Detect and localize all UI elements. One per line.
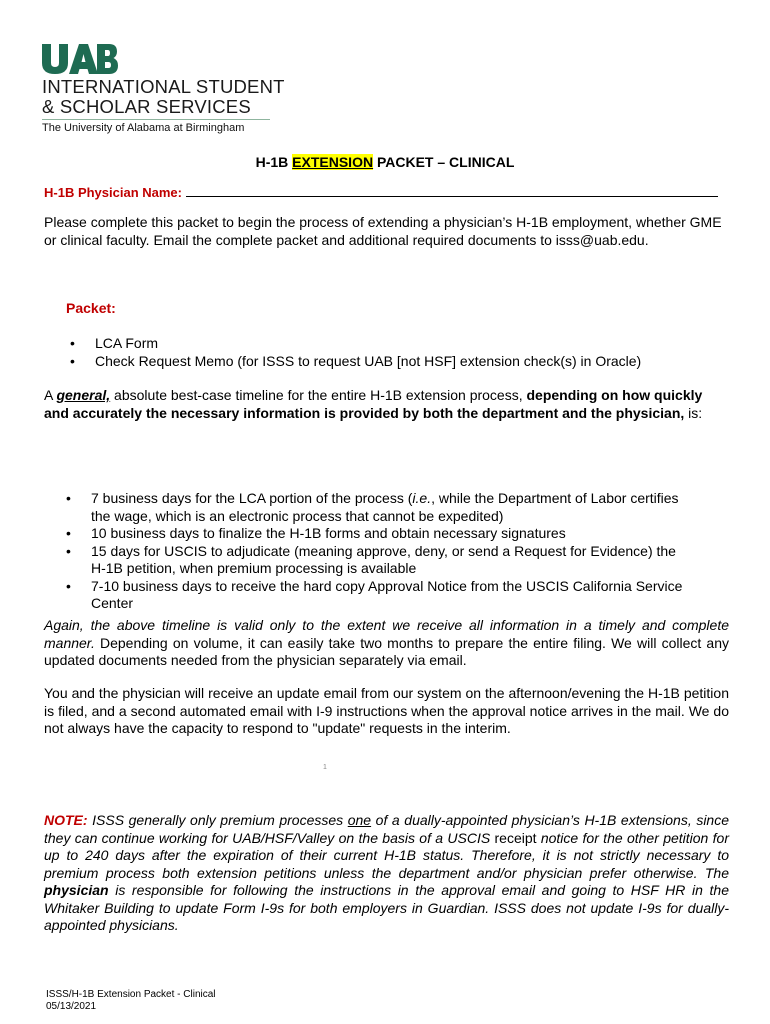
stray-mark: 1 <box>323 764 327 771</box>
timeline-intro <box>44 387 729 422</box>
title-highlight: EXTENSION <box>292 154 374 170</box>
uab-isss-logo <box>42 44 285 136</box>
note-paragraph: NOTE: ISSS generally only premium processes one of a dually-appointed physician’s H-1B extensions, since they can continue working for UAB/HSF/Valley on the basis of a USCIS receipt notice for the other petition for up to 240 days after the expiration of their current H-1B status. Therefore, it is not strictly necessary to premium process both extension petitions unless the department and/or physician prefer otherwise. The physician is responsible for following the instructions in the approval email and going to HSF HR in the Whitaker Building to update Form I-9s for both employers in Guardian. ISSS does not update I-9s for dually-appointed physicians. <box>44 812 730 933</box>
list-item: • LCA Form <box>70 335 730 353</box>
timeline-list <box>66 490 688 613</box>
page-title <box>0 154 770 170</box>
timeline-intro-bold: depending on how quickly and accurately the necessary information is provided by both the department and the physician, <box>44 387 703 421</box>
logo-divider <box>42 119 270 120</box>
timeline-intro-text: A <box>44 387 57 403</box>
org-name-line-2: & SCHOLAR SERVICES <box>42 96 251 117</box>
packet-list <box>70 335 730 370</box>
university-name: The University of Alabama at Birmingham <box>42 122 245 134</box>
footer-doc-name: ISSS/H-1B Extension Packet - Clinical <box>46 989 216 1000</box>
physician-name-field[interactable] <box>186 184 718 197</box>
packet-label: Packet: <box>66 300 116 316</box>
title-suffix: PACKET – CLINICAL <box>373 154 515 170</box>
note-physician-bold: physician <box>44 882 109 898</box>
caveat-italic: Again, the above timeline is valid only to the extent we receive all information in a timely and complete manner. <box>44 617 729 651</box>
title-prefix: H-1B <box>255 154 293 170</box>
physician-name-label: H-1B Physician Name: <box>44 185 182 200</box>
caveat-text: Depending on volume, it can easily take two months to prepare the entire filing. We will collect any updated documents needed from the physician separately via email. <box>44 634 729 668</box>
timeline-intro-text: is: <box>684 404 703 421</box>
physician-name-row <box>44 184 718 200</box>
timeline-caveat-paragraph <box>44 617 729 670</box>
page-footer <box>46 989 216 1013</box>
timeline-general-emphasis: general, <box>56 387 111 403</box>
list-item: • 7 business days for the LCA portion of the process (i.e., while the Department of Labor certifies the wage, which is an electronic process that cannot be expedited) <box>66 490 688 525</box>
footer-date: 05/13/2021 <box>46 1001 97 1012</box>
uab-logo-mark <box>42 44 118 74</box>
list-item: • Check Request Memo (for ISSS to request UAB [not HSF] extension check(s) in Oracle) <box>70 353 730 371</box>
list-item: • 10 business days to finalize the H-1B forms and obtain necessary signatures <box>66 525 688 543</box>
note-label: NOTE: <box>44 812 88 828</box>
list-item: • 7-10 business days to receive the hard copy Approval Notice from the USCIS California Service Center <box>66 578 688 613</box>
intro-paragraph: Please complete this packet to begin the process of extending a physician’s H-1B employment, whether GME or clinical faculty. Email the complete packet and additional required documents to isss@uab.edu. <box>44 214 722 248</box>
org-name-line-1: INTERNATIONAL STUDENT <box>42 76 285 97</box>
list-item: • 15 days for USCIS to adjudicate (meaning approve, deny, or send a Request for Evidence) the H-1B petition, when premium processing is available <box>66 543 688 578</box>
timeline-intro-text: absolute best-case timeline for the entire H-1B extension process, <box>110 387 527 403</box>
update-email-paragraph: You and the physician will receive an update email from our system on the afternoon/evening the H-1B petition is filed, and a second automated email with I-9 instructions when the approval notice arrives in the mail. We do not always have the capacity to respond to "update" requests in the interim. <box>44 685 729 736</box>
